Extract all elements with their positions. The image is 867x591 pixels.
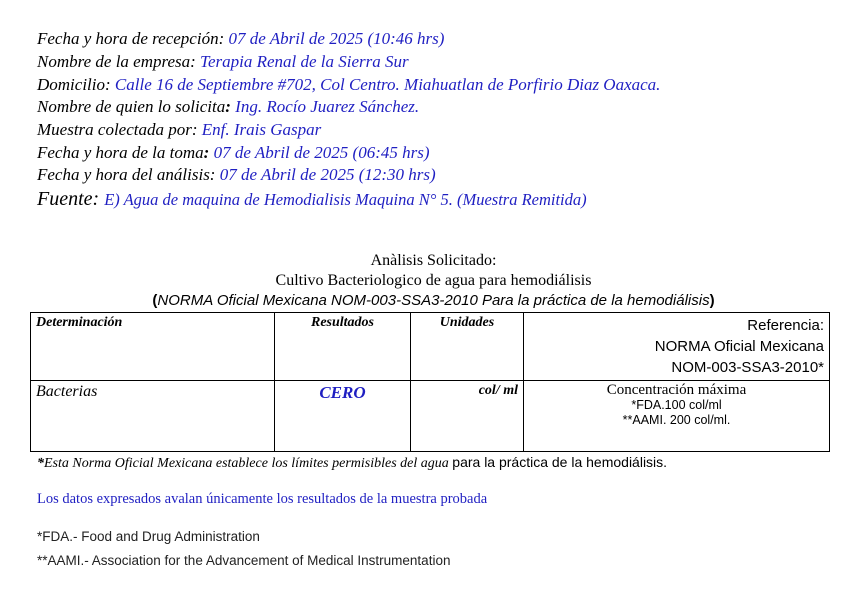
norm-text: NORMA Oficial Mexicana NOM-003-SSA3-2010 Para la práctica de la hemodiálisis (157, 292, 710, 309)
company-line (37, 52, 409, 72)
analysis-date-value: 07 de Abril de 2025 (12:30 hrs) (219, 165, 436, 184)
note-italic-text: Esta Norma Oficial Mexicana establece los límites permisibles del agua (44, 456, 453, 471)
analysis-title: Anàlisis Solicitado: (370, 252, 497, 269)
note-sans-text: para la práctica de la hemodiálisis. (452, 454, 668, 470)
sample-date-label: Fecha y hora de la toma (37, 143, 204, 162)
reception-value: 07 de Abril de 2025 (10:46 hrs) (228, 29, 445, 48)
norm-open-paren: ( (152, 292, 158, 309)
validity-note: Los datos expresados avalan únicamente los resultados de la muestra probada (37, 491, 488, 507)
sample-date-colon: : (203, 143, 214, 162)
header-results: Resultados (275, 313, 411, 381)
collected-by-value: Enf. Irais Gaspar (201, 120, 322, 139)
sample-date-line (37, 143, 430, 163)
requester-colon: : (225, 97, 236, 116)
requester-label: Nombre de quien lo solicita (37, 97, 226, 116)
analysis-norm (0, 292, 867, 309)
analysis-subtitle: Cultivo Bacteriologico de agua para hemodiálisis (275, 272, 592, 289)
source-label: Fuente: (37, 188, 105, 210)
reference-aami: **AAMI. 200 col/ml. (622, 413, 731, 427)
analysis-date-label: Fecha y hora del análisis: (37, 165, 220, 184)
results-table (30, 312, 830, 452)
header-determination: Determinación (31, 313, 275, 381)
reference-norm-code: NOM-003-SSA3-2010* (671, 359, 824, 376)
row-result: CERO (275, 381, 411, 452)
norm-note (37, 454, 667, 472)
footnote-aami: **AAMI.- Association for the Advancement of Medical Instrumentation (37, 553, 451, 568)
collected-by-label: Muestra colectada por: (37, 120, 202, 139)
address-value: Calle 16 de Septiembre #702, Col Centro. Miahuatlan de Porfirio Diaz Oaxaca. (114, 75, 661, 94)
reference-norm-name: NORMA Oficial Mexicana (654, 338, 824, 355)
row-unit: col/ ml (411, 381, 524, 452)
reception-label: Fecha y hora de recepción: (37, 29, 229, 48)
company-label: Nombre de la empresa: (37, 52, 201, 71)
reference-max-concentration: Concentración máxima (606, 382, 747, 398)
analysis-date-line (37, 165, 436, 185)
reference-label: Referencia: (747, 317, 824, 334)
header-units: Unidades (411, 313, 524, 381)
note-asterisk: * (37, 456, 44, 471)
requester-line (37, 97, 419, 117)
footnote-fda: *FDA.- Food and Drug Administration (37, 529, 260, 544)
row-reference (524, 381, 830, 452)
reference-fda: *FDA.100 col/ml (631, 398, 722, 412)
table-header-row (31, 313, 830, 381)
company-value: Terapia Renal de la Sierra Sur (200, 52, 409, 71)
table-row (31, 381, 830, 452)
collected-by-line (37, 120, 321, 140)
source-line (37, 189, 587, 210)
address-line (37, 75, 660, 95)
requester-value: Ing. Rocío Juarez Sánchez. (235, 97, 420, 116)
address-label: Domicilio: (37, 75, 115, 94)
sample-date-value: 07 de Abril de 2025 (06:45 hrs) (213, 143, 430, 162)
row-determination: Bacterias (31, 381, 275, 452)
norm-close-paren: ) (709, 292, 715, 309)
source-value: E) Agua de maquina de Hemodialisis Maquina N° 5. (Muestra Remitida) (104, 190, 587, 209)
header-reference (524, 313, 830, 381)
reception-line (37, 29, 444, 49)
